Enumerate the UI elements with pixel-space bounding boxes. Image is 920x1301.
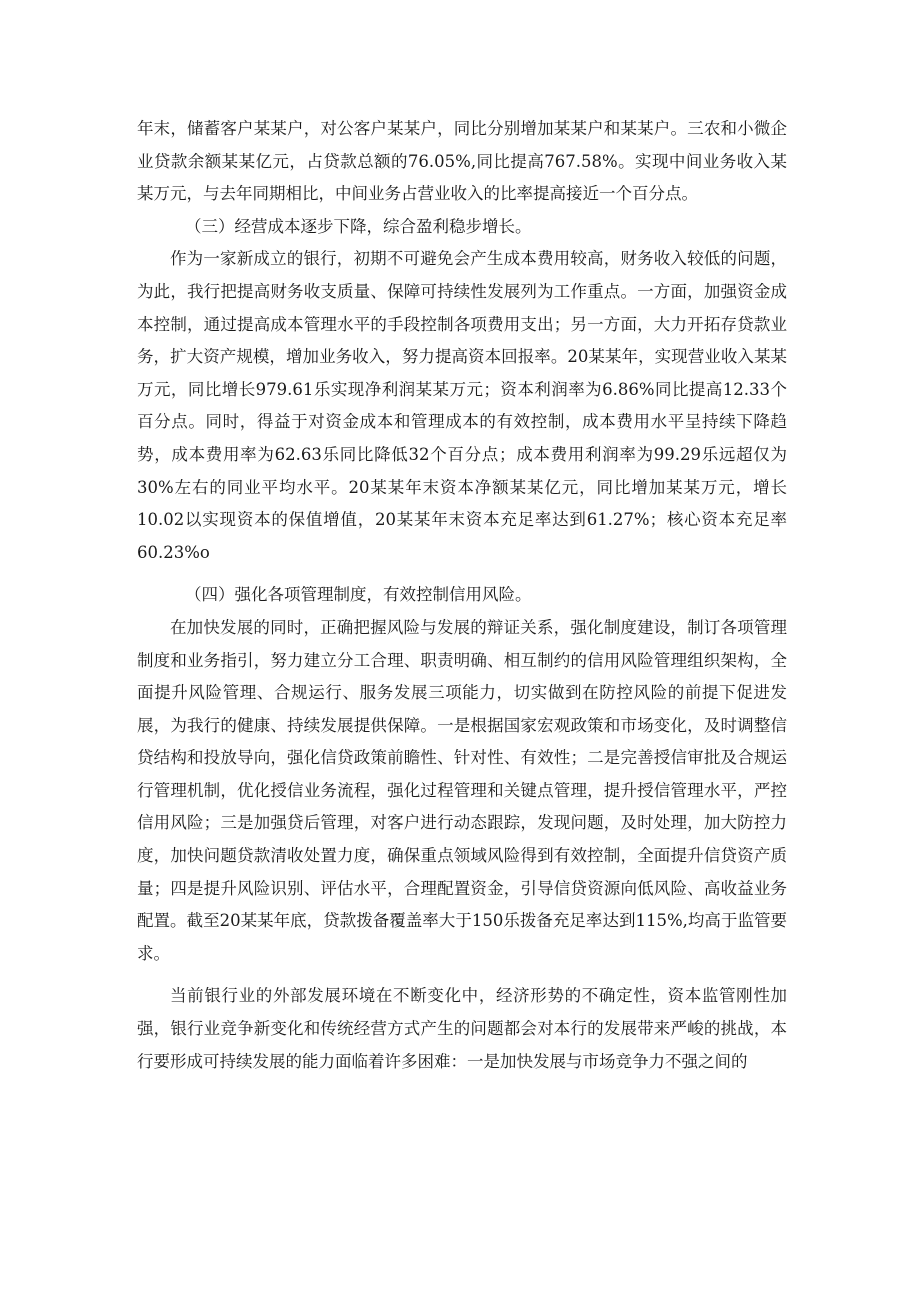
paragraph-risk-control: 在加快发展的同时，正确把握风险与发展的辩证关系，强化制度建设，制订各项管理制度和业务指引，努力建立分工合理、职责明确、相互制约的信用风险管理组织架构，全面提升风险管理、合规运行、服务发展三项能力，切实做到在防控风险的前提下促进发展，为我行的健康、持续发展提供保障。一是根据国家宏观政策和市场变化，及时调整信贷结构和投放导向，强化信贷政策前瞻性、针对性、有效性；二是完善授信审批及合规运行管理机制，优化授信业务流程，强化过程管理和关键点管理，提升授信管理水平，严控信用风险；三是加强贷后管理，对客户进行动态跟踪，发现问题，及时处理，加大防控力度，加快问题贷款清收处置力度，确保重点领域风险得到有效控制，全面提升信贷资产质量；四是提升风险识别、评估水平，合理配置资金，引导信贷资源向低风险、高收益业务配置。截至20某某年底，贷款拨备覆盖率大于150乐拨备充足率达到115%,均高于监管要求。 [137, 617, 787, 963]
paragraph-cost-profit: 作为一家新成立的银行，初期不可避免会产生成本费用较高，财务收入较低的问题，为此，我行把提高财务收支质量、保障可持续性发展列为工作重点。一方面，加强资金成本控制，通过提高成本管理水平的手段控制各项费用支出；另一方面，大力开拓存贷款业务，扩大资产规模，增加业务收入，努力提高资本回报率。20某某年，实现营业收入某某万元，同比增长979.61乐实现净利润某某万元；资本利润率为6.86%同比提高12.33个百分点。同时，得益于对资金成本和管理成本的有效控制，成本费用水平呈持续下降趋势，成本费用率为62.63乐同比降低32个百分点；成本费用利润率为99.29乐远超仅为30%左右的同业平均水平。20某某年末资本净额某某亿元，同比增加某某万元，增长10.02以实现资本的保值增值，20某某年末资本充足率达到61.27%；核心资本充足率60.23%o [137, 249, 787, 562]
section-heading-four: （四）强化各项管理制度，有效控制信用风险。 [185, 585, 532, 605]
paragraph-outlook: 当前银行业的外部发展环境在不断变化中，经济形势的不确定性，资本监管刚性加强，银行业竞争新变化和传统经营方式产生的问题都会对本行的发展带来严峻的挑战，本行要形成可持续发展的能力面临着许多困难：一是加快发展与市场竞争力不强之间的 [137, 986, 787, 1071]
section-heading-three: （三）经营成本逐步下降，综合盈利稳步增长。 [185, 216, 532, 236]
paragraph-customer-loans: 年末，储蓄客户某某户，对公客户某某户，同比分别增加某某户和某某户。三农和小微企业贷款余额某某亿元，占贷款总额的76.05%,同比提高767.58%。实现中间业务收入某某万元，与去年同期相比，中间业务占营业收入的比率提高接近一个百分点。 [137, 119, 787, 204]
document-body [137, 113, 787, 1078]
